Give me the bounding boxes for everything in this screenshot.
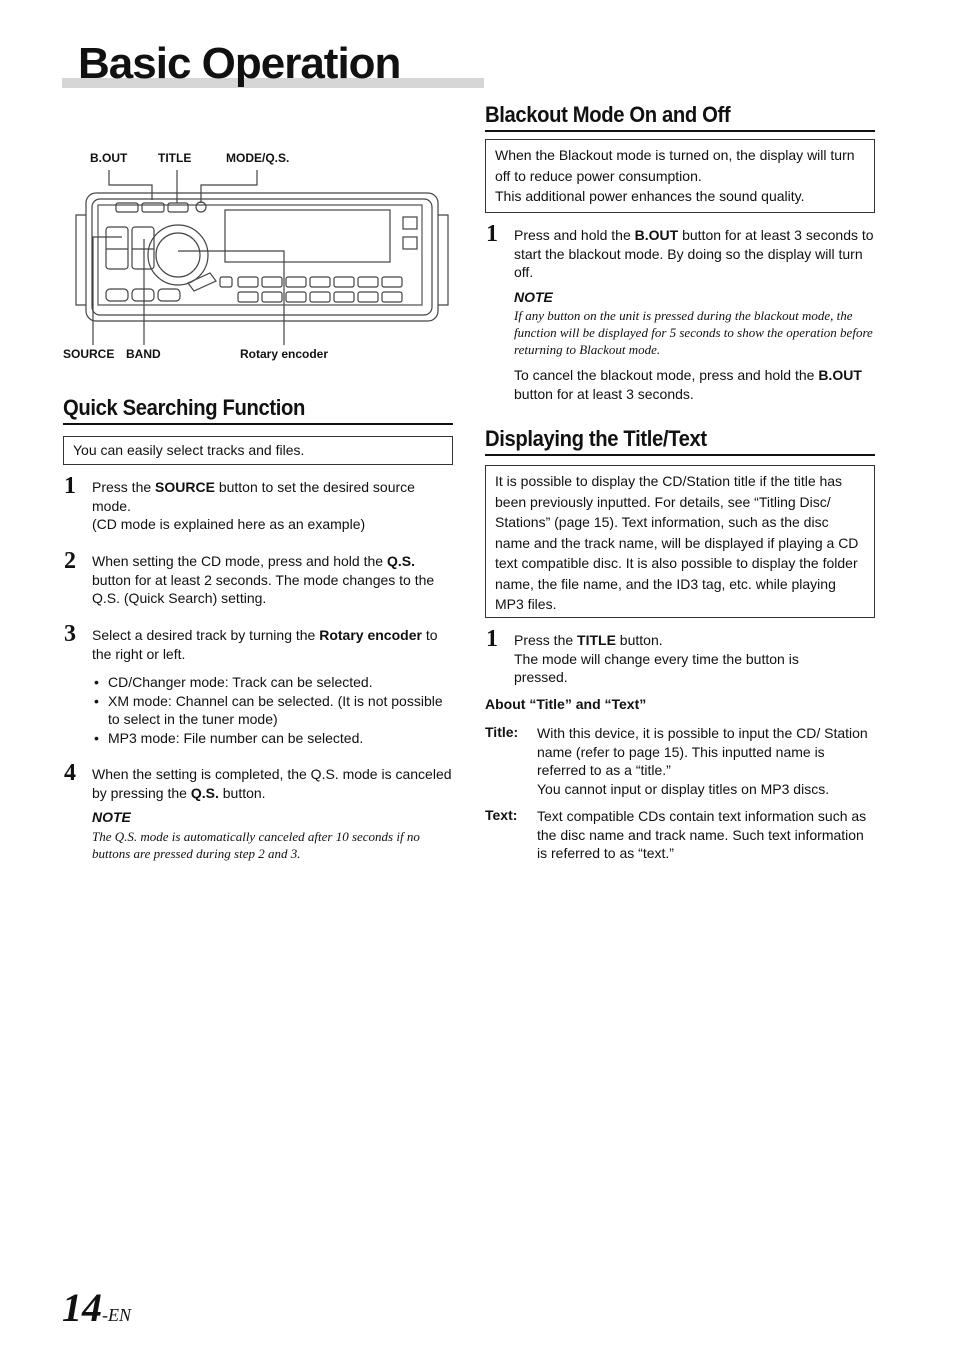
blackout-intro-box: When the Blackout mode is turned on, the display will turn off to reduce power consumption. This additional power enhances the sound quality.	[485, 139, 875, 213]
label-bout: B.OUT	[90, 151, 128, 165]
step-number: 3	[64, 621, 76, 647]
note-label: NOTE	[514, 289, 553, 305]
label-band: BAND	[126, 347, 161, 361]
page-title: Basic Operation	[78, 39, 401, 88]
mode-bullet-list	[92, 673, 454, 747]
blackout-note: If any button on the unit is pressed during the blackout mode, the function will be displayed for 5 seconds to show the operation before returning to Blackout mode.	[514, 308, 873, 357]
label-rotary-encoder: Rotary encoder	[240, 347, 329, 361]
quick-search-step-2: When setting the CD mode, press and hold the Q.S. button for at least 2 seconds. The mode changes to the Q.S. (Quick Search) setting.	[92, 553, 435, 606]
label-mode-qs: MODE/Q.S.	[226, 151, 290, 165]
definition-term-text: Text:	[485, 807, 518, 823]
about-heading: About “Title” and “Text”	[485, 696, 647, 712]
definition-title: With this device, it is possible to input the CD/ Station name (refer to page 15). This inputted name is referred to as a “title.” You cannot input or display titles on MP3 discs.	[537, 725, 868, 797]
quick-search-step-4: When the setting is completed, the Q.S. mode is canceled by pressing the Q.S. button.	[92, 766, 452, 801]
step-number: 1	[486, 626, 498, 652]
list-item: • CD/Changer mode: Track can be selected.	[92, 673, 454, 692]
section-heading-quick-search: Quick Searching Function	[63, 395, 305, 420]
page-number: 14-EN	[62, 1285, 131, 1330]
step-number: 2	[64, 548, 76, 574]
list-item: • MP3 mode: File number can be selected.	[92, 729, 454, 748]
quick-search-note: The Q.S. mode is automatically canceled after 10 seconds if no buttons are pressed during step 2 and 3.	[92, 829, 420, 861]
step-number: 1	[486, 221, 498, 247]
label-source: SOURCE	[63, 347, 115, 361]
quick-search-intro-box: You can easily select tracks and files.	[63, 436, 453, 465]
section-heading-title-text: Displaying the Title/Text	[485, 426, 707, 451]
quick-search-step-1: Press the SOURCE button to set the desired source mode. (CD mode is explained here as an example)	[92, 479, 415, 532]
head-unit-illustration	[60, 165, 460, 345]
blackout-cancel-text: To cancel the blackout mode, press and hold the B.OUT button for at least 3 seconds.	[514, 367, 862, 402]
note-label: NOTE	[92, 809, 131, 825]
definition-term-title: Title:	[485, 724, 519, 740]
section-rule	[63, 423, 453, 425]
list-item: • XM mode: Channel can be selected. (It is not possible to select in the tuner mode)	[92, 692, 454, 729]
quick-search-step-3: Select a desired track by turning the Rotary encoder to the right or left.	[92, 627, 438, 662]
blackout-step-1: Press and hold the B.OUT button for at least 3 seconds to start the blackout mode. By doing so the display will turn off.	[514, 227, 874, 280]
step-number: 1	[64, 473, 76, 499]
label-title: TITLE	[158, 151, 192, 165]
title-text-step-1: Press the TITLE button. The mode will change every time the button is pressed.	[514, 632, 799, 685]
section-heading-blackout: Blackout Mode On and Off	[485, 102, 731, 127]
section-rule	[485, 454, 875, 456]
definition-text: Text compatible CDs contain text information such as the disc name and track name. Such text information is referred to as “text.”	[537, 808, 867, 861]
step-number: 4	[64, 760, 76, 786]
section-rule	[485, 130, 875, 132]
title-text-intro-box: It is possible to display the CD/Station title if the title has been previously inputted. For details, see “Titling Disc/ Stations” (page 15). Text information, such as the disc name and the track name, will be displayed if playing a CD text compatible disc. It is also possible to display the folder name, the file name, and the ID3 tag, etc. while playing MP3 files.	[485, 465, 875, 618]
